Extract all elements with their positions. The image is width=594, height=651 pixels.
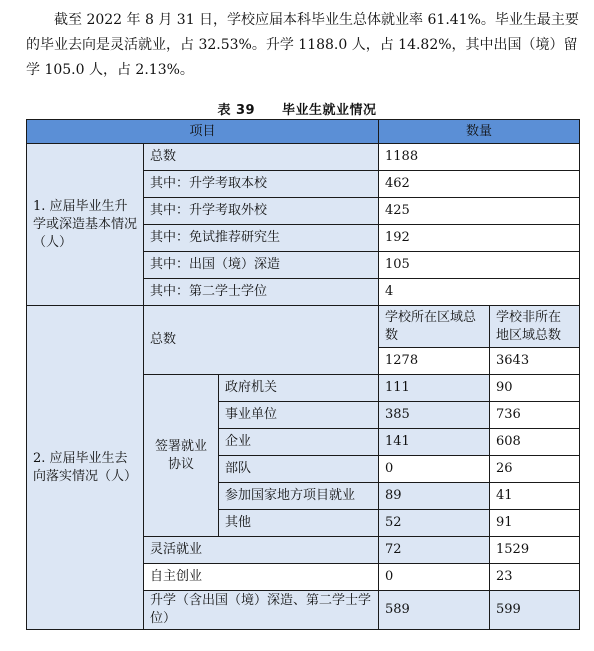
col-out-region-header: 学校非所在地区域总数 bbox=[490, 306, 580, 348]
row-label: 灵活就业 bbox=[144, 537, 379, 564]
row-in: 0 bbox=[379, 456, 490, 483]
row-value: 192 bbox=[379, 225, 580, 252]
intro-text: 截至 2022 年 8 月 31 日，学校应届本科毕业生总体就业率 61.41%。毕业生最主要的毕业去向是灵活就业，占 32.53%。升学 1188.0 人，占 14.82%，其中出国（境）留学 105.0 人，占 2.13%。 bbox=[26, 12, 579, 78]
section2-label: 2. 应届毕业生去向落实情况（人） bbox=[27, 306, 144, 630]
header-row bbox=[27, 120, 580, 144]
table-row bbox=[27, 306, 580, 348]
row-in: 111 bbox=[379, 375, 490, 402]
row-in: 89 bbox=[379, 483, 490, 510]
row-out: 1529 bbox=[490, 537, 580, 564]
row-in: 0 bbox=[379, 564, 490, 591]
header-amount: 数量 bbox=[379, 120, 580, 144]
section1-label: 1. 应届毕业生升学或深造基本情况（人） bbox=[27, 144, 144, 306]
row-out: 736 bbox=[490, 402, 580, 429]
row-value: 1188 bbox=[379, 144, 580, 171]
row-label: 自主创业 bbox=[144, 564, 379, 591]
row-label: 企业 bbox=[219, 429, 379, 456]
row-out: 23 bbox=[490, 564, 580, 591]
row-in: 385 bbox=[379, 402, 490, 429]
row-label: 其中：出国（境）深造 bbox=[144, 252, 379, 279]
row-out: 90 bbox=[490, 375, 580, 402]
row-in: 72 bbox=[379, 537, 490, 564]
row-value: 4 bbox=[379, 279, 580, 306]
employment-table bbox=[26, 119, 580, 630]
row-label: 其中：升学考取本校 bbox=[144, 171, 379, 198]
total-out: 3643 bbox=[490, 348, 580, 375]
row-out: 26 bbox=[490, 456, 580, 483]
table-row bbox=[27, 144, 580, 171]
total-in: 1278 bbox=[379, 348, 490, 375]
row-label: 政府机关 bbox=[219, 375, 379, 402]
row-label: 其中：第二学士学位 bbox=[144, 279, 379, 306]
row-out: 608 bbox=[490, 429, 580, 456]
row-out: 91 bbox=[490, 510, 580, 537]
row-label: 事业单位 bbox=[219, 402, 379, 429]
row-label: 总数 bbox=[144, 144, 379, 171]
row-in: 589 bbox=[379, 591, 490, 630]
row-value: 105 bbox=[379, 252, 580, 279]
row-label: 升学（含出国（境）深造、第二学士学位） bbox=[144, 591, 379, 630]
row-label: 其中：免试推荐研究生 bbox=[144, 225, 379, 252]
header-item: 项目 bbox=[27, 120, 379, 144]
intro-paragraph bbox=[26, 8, 582, 83]
total-label: 总数 bbox=[144, 306, 379, 375]
row-label: 部队 bbox=[219, 456, 379, 483]
row-in: 52 bbox=[379, 510, 490, 537]
contract-label: 签署就业协议 bbox=[144, 375, 219, 537]
table-caption: 表 39 毕业生就业情况 bbox=[217, 103, 377, 118]
row-value: 425 bbox=[379, 198, 580, 225]
row-label: 其中：升学考取外校 bbox=[144, 198, 379, 225]
col-in-region-header: 学校所在区域总数 bbox=[379, 306, 490, 348]
row-out: 41 bbox=[490, 483, 580, 510]
row-label: 参加国家地方项目就业 bbox=[219, 483, 379, 510]
row-in: 141 bbox=[379, 429, 490, 456]
row-label: 其他 bbox=[219, 510, 379, 537]
row-out: 599 bbox=[490, 591, 580, 630]
row-value: 462 bbox=[379, 171, 580, 198]
